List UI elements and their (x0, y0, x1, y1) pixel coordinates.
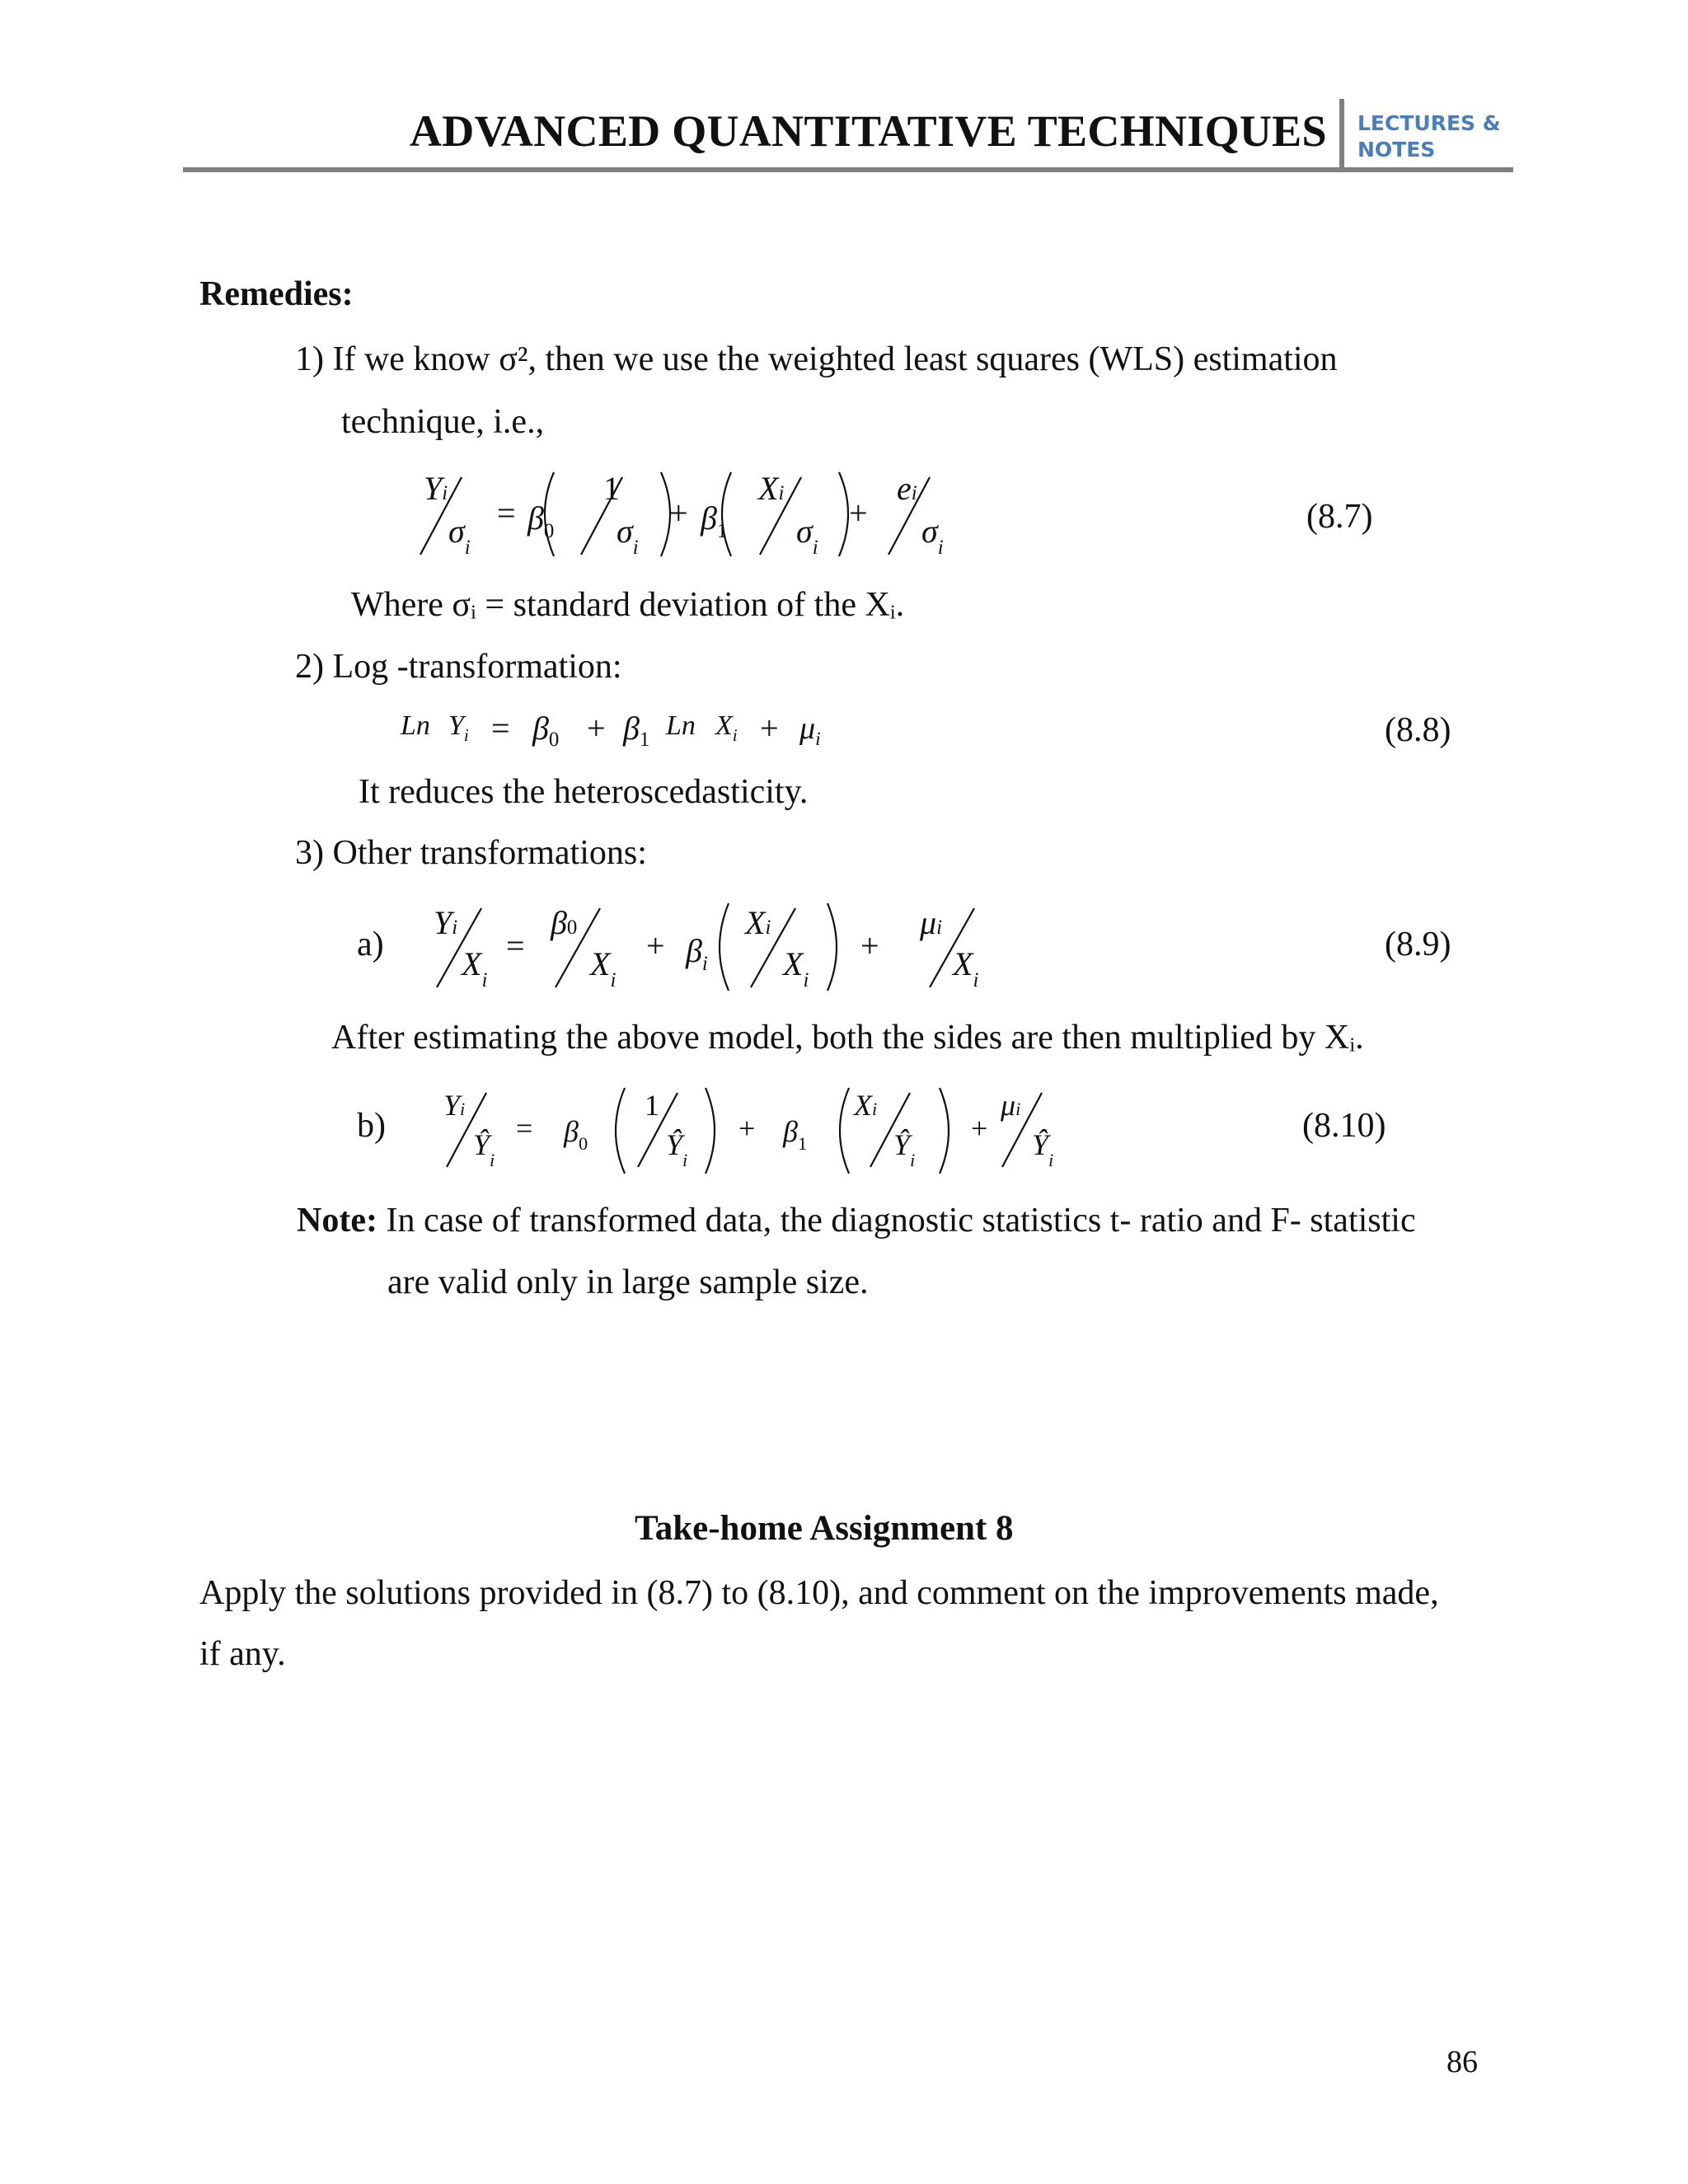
eq89-X1: $X_i$ (462, 945, 488, 991)
after-estimating-text: After estimating the above model, both the sides are then multiplied by Xᵢ. (331, 1019, 1364, 1057)
eq810-X: Xi (854, 1089, 878, 1122)
eq88-plus2: + (760, 710, 779, 747)
eq89-beta0: β0 (551, 904, 578, 941)
eq87-one: 1 (603, 470, 620, 507)
eq810-Yhat1: $Ŷ_i$ (473, 1128, 495, 1170)
eq810-Yhat3: $Ŷ_i$ (893, 1128, 916, 1170)
eq88-beta0: $\beta_0$ (532, 710, 560, 751)
eq89-equals: = (506, 927, 525, 964)
eq810-equals: = (516, 1112, 533, 1145)
equation-8-9 (434, 898, 1010, 997)
eq87-X: Xi (758, 470, 785, 507)
eq88-Y: $Y_i$ (448, 710, 469, 745)
where-sigma-text: Where σᵢ = standard deviation of the Xᵢ. (351, 586, 905, 624)
note-line1 (297, 1201, 1416, 1240)
item3-other-transformations: 3) Other transformations: (295, 834, 647, 872)
equation-8-8 (401, 709, 862, 758)
eq810-beta1: $\beta_1$ (783, 1115, 808, 1154)
header-vertical-divider (1339, 99, 1344, 170)
eq87-beta1: $\beta_1$ (701, 499, 728, 542)
label-b: b) (357, 1107, 386, 1145)
equation-number-8-9: (8.9) (1385, 926, 1451, 963)
equation-8-7 (412, 466, 989, 565)
reduces-heteroscedasticity-text: It reduces the heteroscedasticity. (359, 773, 809, 811)
running-header-title: ADVANCED QUANTITATIVE TECHNIQUES (410, 106, 1327, 156)
eq810-Yhat4: $Ŷ_i$ (1032, 1128, 1054, 1170)
item2-log-transformation: 2) Log -transformation: (295, 648, 622, 686)
section-heading-remedies: Remedies: (199, 275, 354, 313)
eq810-one: 1 (645, 1089, 659, 1122)
eq810-beta0: $\beta_0$ (564, 1115, 588, 1154)
item1-line1: 1) If we know σ², then we use the weighted least squares (WLS) estimation (295, 340, 1338, 378)
eq89-betai: $\beta_i$ (686, 932, 708, 975)
assignment-title: Take-home Assignment 8 (635, 1509, 1014, 1548)
eq810-Y: Yi (443, 1089, 466, 1122)
eq87-Y: Yi (424, 470, 448, 507)
eq88-beta1: $\beta_1$ (623, 710, 650, 751)
equation-number-8-8: (8.8) (1385, 711, 1451, 749)
eq87-sigma2: $\sigma_i$ (617, 513, 639, 559)
eq89-mu: μi (920, 904, 942, 941)
assignment-line1: Apply the solutions provided in (8.7) to (8.10), and comment on the improvements made, (199, 1574, 1439, 1612)
eq89-X5: $X_i$ (953, 945, 979, 991)
page-number: 86 (1447, 2045, 1478, 2079)
eq810-plus2: + (971, 1112, 988, 1145)
eq89-X2: $X_i$ (590, 945, 617, 991)
eq810-Yhat2: $Ŷ_i$ (666, 1128, 688, 1170)
item1-line2: technique, i.e., (341, 403, 545, 441)
header-rule (183, 167, 1513, 172)
eq88-mu: $\mu_i$ (799, 711, 821, 750)
eq87-sigma: $\sigma_i$ (448, 513, 471, 559)
eq87-plus1: + (669, 494, 688, 532)
eq88-plus1: + (587, 710, 606, 747)
header-tag (1357, 110, 1501, 163)
eq810-plus1: + (738, 1112, 756, 1145)
header-tag-line1: LECTURES & (1357, 111, 1501, 135)
eq87-equals: = (497, 494, 516, 532)
eq88-equals: = (491, 710, 510, 747)
note-line1-text: In case of transformed data, the diagnostic statistics t- ratio and F- statistic (386, 1202, 1416, 1240)
eq810-mu: μi (1001, 1089, 1021, 1122)
eq88-Ln2: Ln (666, 710, 696, 741)
eq88-X: $X_i$ (715, 710, 738, 745)
eq87-beta0: $\beta_0$ (528, 499, 555, 542)
eq89-Y: Yi (434, 904, 458, 941)
assignment-line2: if any. (199, 1635, 286, 1673)
equation-8-10 (443, 1081, 1070, 1180)
eq87-e: ei (897, 470, 917, 507)
label-a: a) (357, 926, 384, 963)
equation-number-8-10: (8.10) (1302, 1107, 1386, 1145)
eq88-Ln1: Ln (401, 710, 430, 741)
eq87-plus2: + (849, 494, 868, 532)
eq87-sigma3: $\sigma_i$ (796, 513, 818, 559)
header-tag-line2: NOTES (1357, 138, 1436, 162)
note-line2: are valid only in large sample size. (387, 1263, 869, 1301)
note-label: Note: (297, 1202, 377, 1240)
eq89-X4: $X_i$ (783, 945, 809, 991)
eq89-plus1: + (646, 927, 665, 964)
eq89-X3: Xi (745, 904, 771, 941)
equation-number-8-7: (8.7) (1306, 498, 1373, 536)
eq87-sigma4: $\sigma_i$ (921, 513, 944, 559)
eq89-plus2: + (860, 927, 879, 964)
